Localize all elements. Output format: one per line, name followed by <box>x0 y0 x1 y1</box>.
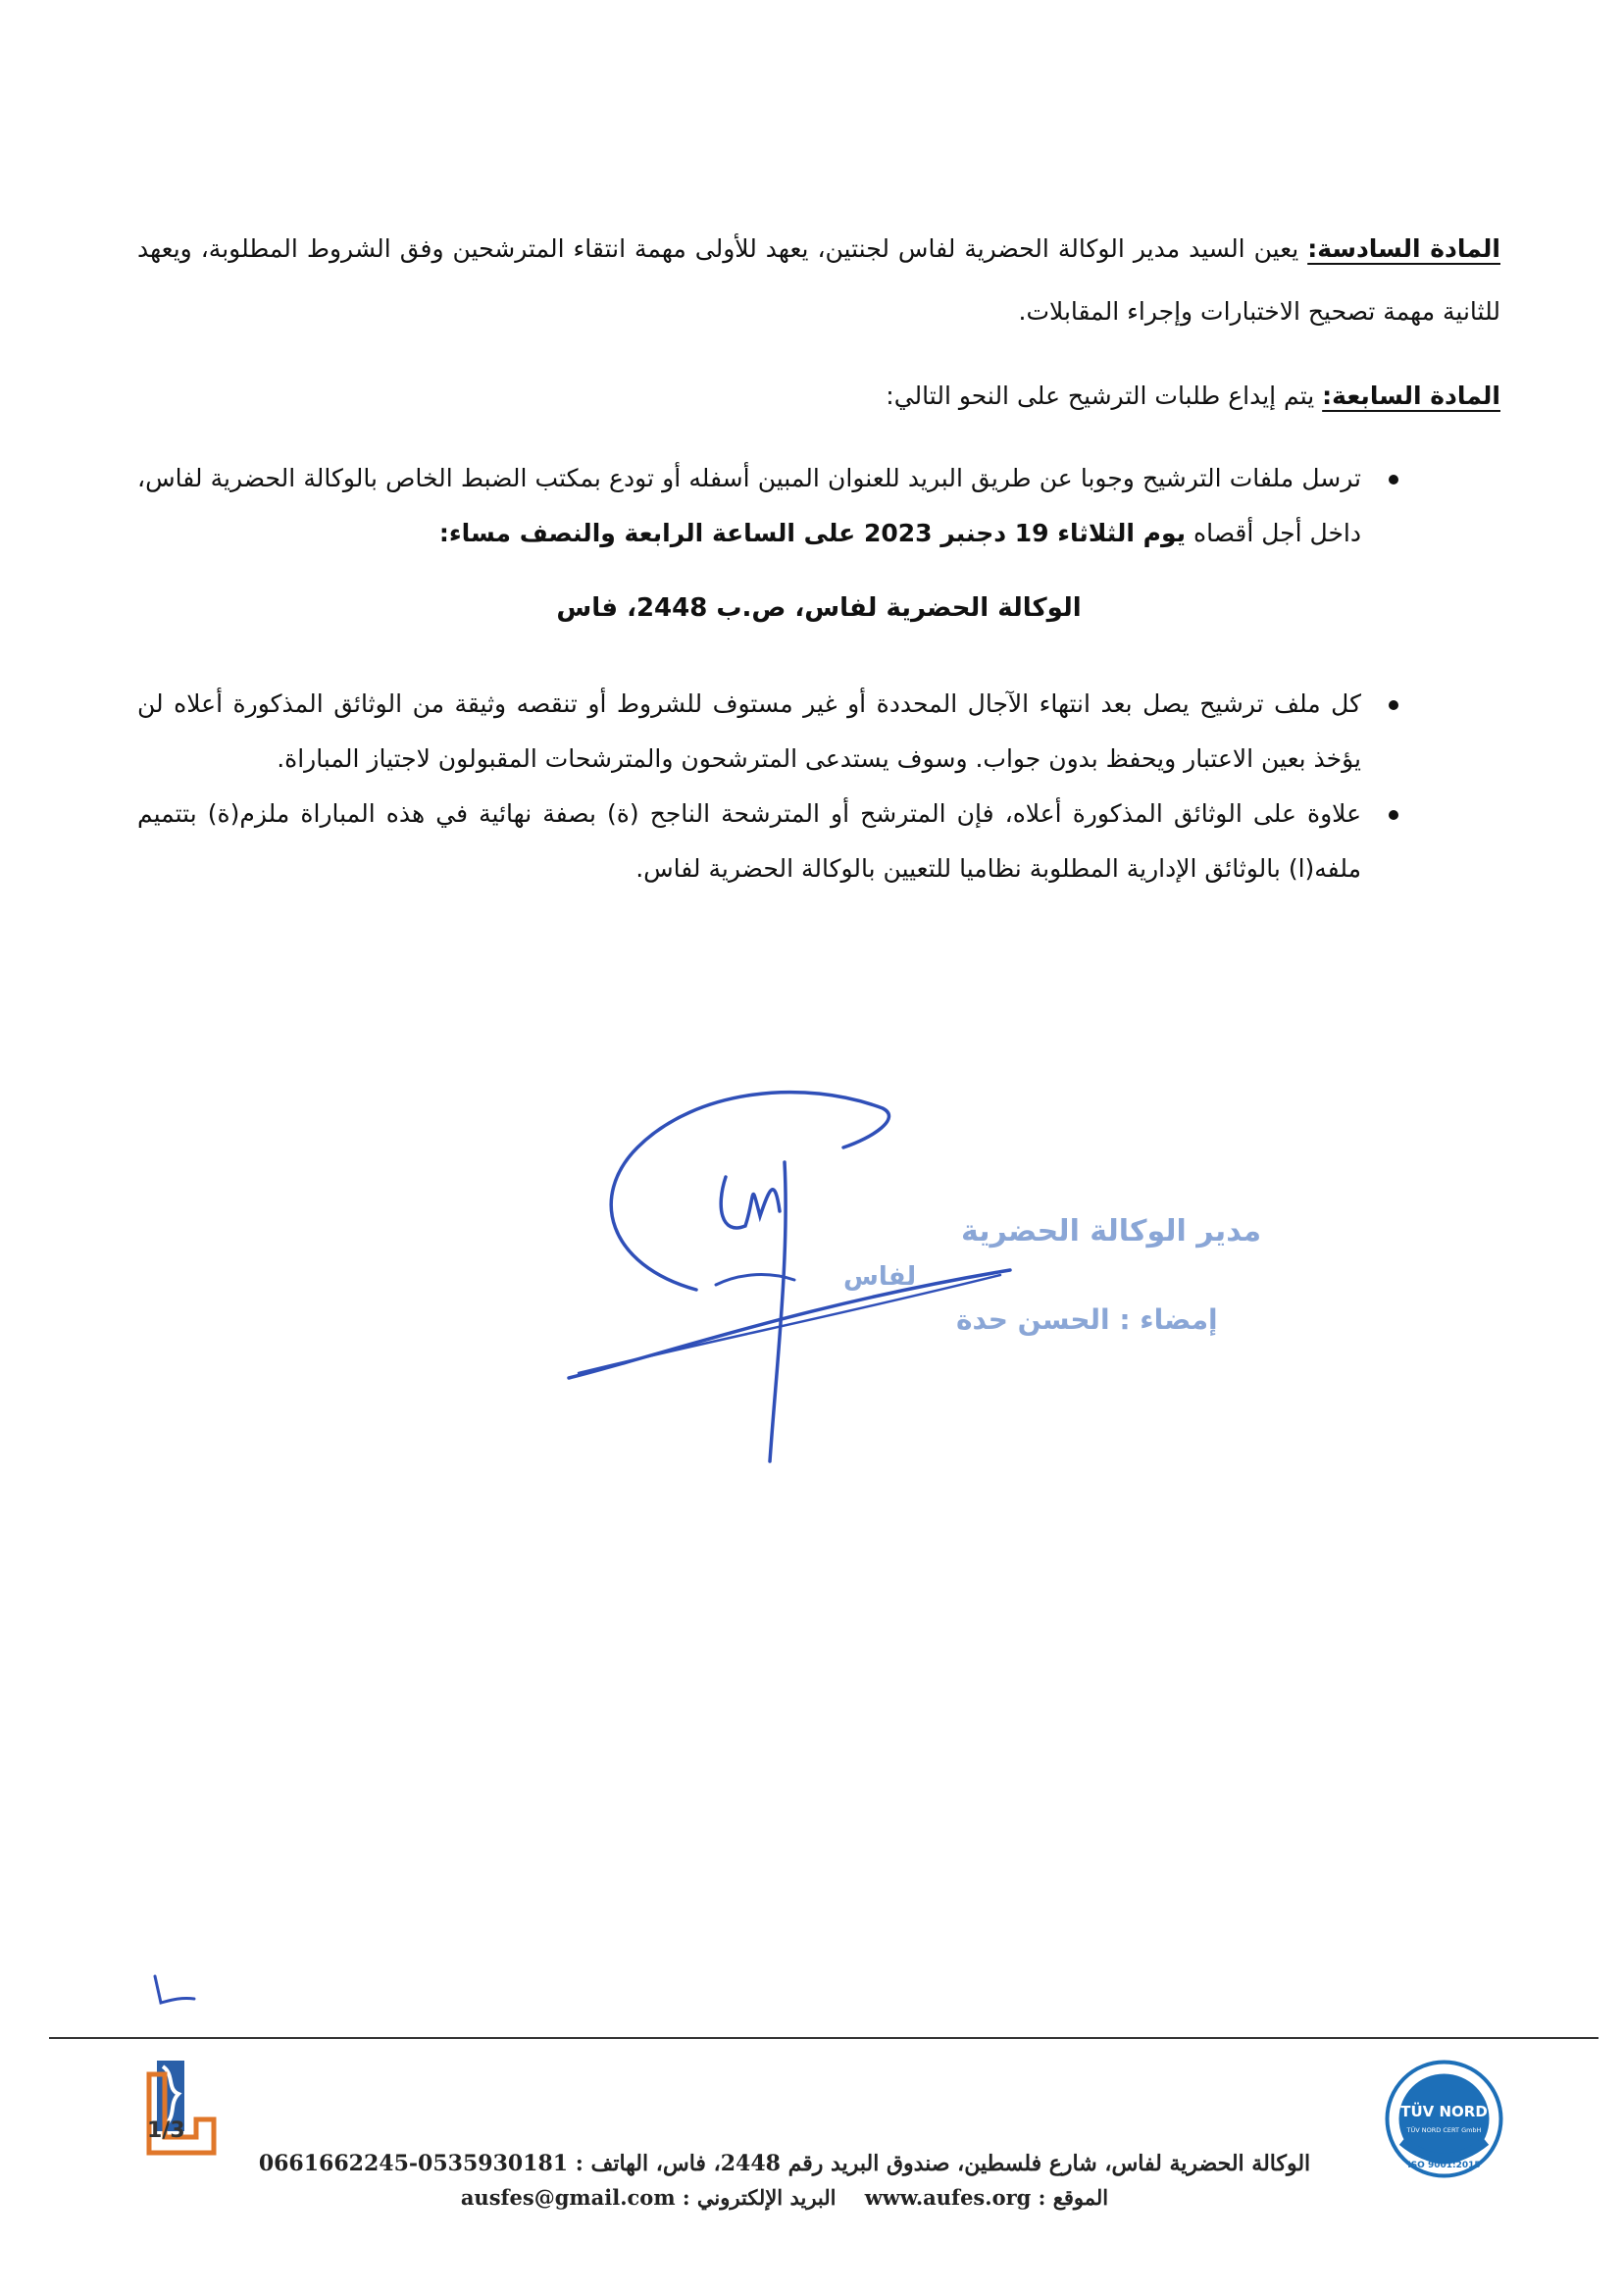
stamp-line-3: إمضاء : الحسن حدة <box>956 1303 1218 1336</box>
footer-divider <box>49 2037 1599 2039</box>
article-6 <box>137 218 1500 343</box>
footer-contacts <box>235 2185 1334 2210</box>
list-item <box>137 451 1402 561</box>
cert-brand: TÜV NORD <box>1400 2103 1488 2120</box>
bullet-1-text: ترسل ملفات الترشيح وجوبا عن طريق البريد للعنوان المبين أسفله أو تودع بمكتب الضبط الخاص بالوكالة الحضرية لفاس، داخل أجل أقصاه <box>137 464 1361 547</box>
article-7-text: يتم إيداع طلبات الترشيح على النحو التالي: <box>886 382 1323 410</box>
article-7-title: المادة السابعة: <box>1322 382 1500 410</box>
stamp-line-2: لفاس <box>843 1262 917 1292</box>
cert-iso: ISO 9001:2015 <box>1407 2161 1481 2170</box>
bullet-list-1 <box>137 451 1402 561</box>
bullet-list-2 <box>137 677 1402 896</box>
bullet-1-deadline: يوم الثلاثاء 19 دجنبر 2023 على الساعة الرابعة والنصف مساء: <box>438 519 1187 547</box>
signature-stamp <box>549 1079 1262 1491</box>
list-item <box>137 787 1402 896</box>
article-6-text: يعين السيد مدير الوكالة الحضرية لفاس لجنتين، يعهد للأولى مهمة انتقاء المترشحين وفق الشروط المطلوبة، ويعهد للثانية مهمة تصحيح الاختبارات وإجراء المقابلات. <box>137 234 1500 326</box>
cert-sub: TÜV NORD CERT GmbH <box>1406 2126 1482 2134</box>
handwritten-mark <box>147 1971 206 2011</box>
certification-badge-icon <box>1383 2058 1505 2180</box>
article-7 <box>137 365 1500 428</box>
article-6-title: المادة السادسة: <box>1307 234 1500 263</box>
bullet-icon <box>1389 475 1398 484</box>
bullet-2-text: كل ملف ترشيح يصل بعد انتهاء الآجال المحددة أو غير مستوف للشروط أو تنقصه وثيقة من الوثائق المذكورة أعلاه لن يؤخذ بعين الاعتبار ويحفظ بدون جواب. وسوف يستدعى المترشحون والمترشحات المقبولون لاجتياز المباراة. <box>137 689 1361 773</box>
email-link[interactable]: ausfes@gmail.com <box>460 2185 676 2210</box>
stamp-line-1: مدير الوكالة الحضرية <box>961 1214 1262 1249</box>
footer-address: الوكالة الحضرية لفاس، شارع فلسطين، صندوق البريد رقم 2448، فاس، الهاتف : 0535930181-0661662245 <box>258 2151 1311 2176</box>
page-number: 1/3 <box>147 2118 185 2143</box>
site-label: الموقع : <box>1038 2185 1109 2210</box>
website-link[interactable]: www.aufes.org <box>864 2185 1032 2210</box>
bullet-3-text: علاوة على الوثائق المذكورة أعلاه، فإن المترشح أو المترشحة الناجح (ة) بصفة نهائية في هذه المباراة ملزم(ة) بتتميم ملفه(ا) بالوثائق الإدارية المطلوبة نظاميا للتعيين بالوكالة الحضرية لفاس. <box>137 799 1361 883</box>
postal-address: الوكالة الحضرية لفاس، ص.ب 2448، فاس <box>556 593 1082 623</box>
list-item <box>137 677 1402 787</box>
email-label: البريد الإلكتروني : <box>682 2185 837 2210</box>
bullet-icon <box>1389 810 1398 820</box>
agency-logo-icon <box>135 2055 233 2163</box>
bullet-icon <box>1389 700 1398 710</box>
